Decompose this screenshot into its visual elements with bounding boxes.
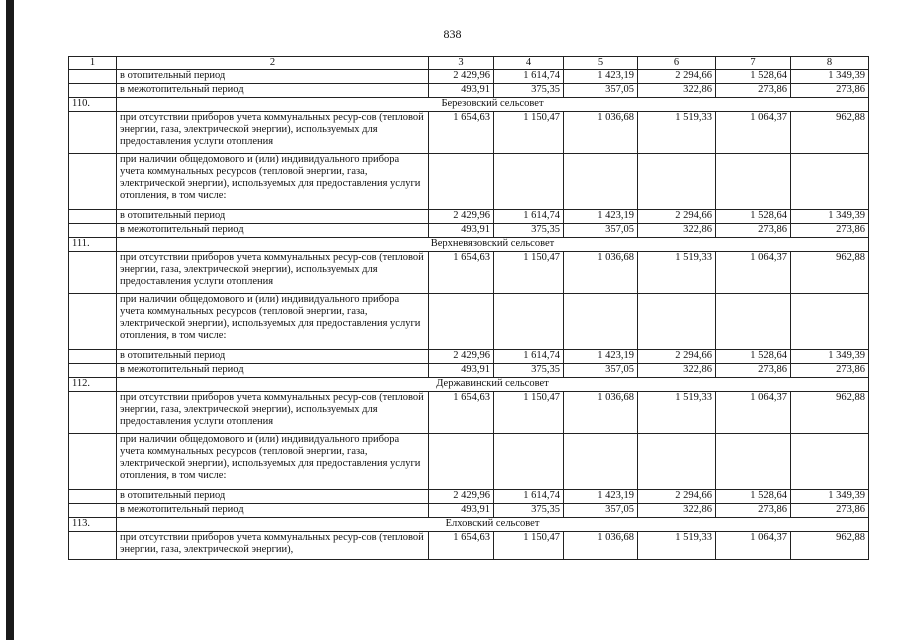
value-cell: 1 614,74: [494, 70, 564, 84]
value-cell: 1 614,74: [494, 210, 564, 224]
row-number-cell: [69, 350, 117, 364]
value-cell: [494, 154, 564, 210]
value-cell: 1 036,68: [564, 112, 638, 154]
header-cell: 8: [791, 57, 869, 70]
value-cell: [429, 434, 494, 490]
header-row: [69, 57, 869, 70]
value-cell: 273,86: [791, 224, 869, 238]
value-cell: 962,88: [791, 532, 869, 560]
value-cell: 273,86: [716, 224, 791, 238]
table-row: [69, 434, 869, 490]
value-cell: 1 614,74: [494, 350, 564, 364]
settlement-header-row: [69, 238, 869, 252]
settlement-header-row: [69, 378, 869, 392]
value-cell: [564, 434, 638, 490]
value-cell: 1 528,64: [716, 490, 791, 504]
value-cell: 1 150,47: [494, 252, 564, 294]
value-cell: 1 150,47: [494, 532, 564, 560]
value-cell: [791, 434, 869, 490]
value-cell: 1 349,39: [791, 490, 869, 504]
value-cell: 1 064,37: [716, 392, 791, 434]
row-description: в межотопительный период: [117, 504, 429, 518]
row-description: при отсутствии приборов учета коммунальных ресур-сов (тепловой энергии, газа, электрической энергии), используемых для предоставления услуги отопления: [117, 112, 429, 154]
table-row: [69, 532, 869, 560]
row-number-cell: [69, 210, 117, 224]
value-cell: 1 036,68: [564, 252, 638, 294]
value-cell: [638, 434, 716, 490]
value-cell: 322,86: [638, 504, 716, 518]
value-cell: 1 036,68: [564, 392, 638, 434]
table-row: [69, 252, 869, 294]
table-row: [69, 154, 869, 210]
value-cell: 962,88: [791, 252, 869, 294]
section-number: 113.: [69, 518, 117, 532]
value-cell: [429, 154, 494, 210]
row-number-cell: [69, 504, 117, 518]
value-cell: 1 614,74: [494, 490, 564, 504]
value-cell: 2 429,96: [429, 490, 494, 504]
table-row: [69, 84, 869, 98]
value-cell: 2 294,66: [638, 210, 716, 224]
row-description: в отопительный период: [117, 490, 429, 504]
value-cell: [564, 294, 638, 350]
header-cell: 5: [564, 57, 638, 70]
value-cell: 1 349,39: [791, 350, 869, 364]
value-cell: 493,91: [429, 364, 494, 378]
value-cell: 1 064,37: [716, 112, 791, 154]
value-cell: 1 150,47: [494, 112, 564, 154]
value-cell: 1 519,33: [638, 532, 716, 560]
row-number-cell: [69, 490, 117, 504]
value-cell: 1 036,68: [564, 532, 638, 560]
value-cell: 273,86: [716, 504, 791, 518]
row-description: при наличии общедомового и (или) индивидуального прибора учета коммунальных ресурсов (тепловой энергии, газа, электрической энергии), используемых для предоставления услуги отопления, в том числе:: [117, 294, 429, 350]
value-cell: 357,05: [564, 224, 638, 238]
row-number-cell: [69, 84, 117, 98]
value-cell: 357,05: [564, 504, 638, 518]
value-cell: [716, 154, 791, 210]
value-cell: 1 423,19: [564, 70, 638, 84]
value-cell: 357,05: [564, 364, 638, 378]
table-row: [69, 490, 869, 504]
row-description: в межотопительный период: [117, 84, 429, 98]
row-number-cell: [69, 224, 117, 238]
value-cell: 273,86: [716, 364, 791, 378]
value-cell: 493,91: [429, 224, 494, 238]
value-cell: [429, 294, 494, 350]
row-number-cell: [69, 294, 117, 350]
value-cell: 1 519,33: [638, 112, 716, 154]
row-number-cell: [69, 392, 117, 434]
section-number: 112.: [69, 378, 117, 392]
table-row: [69, 392, 869, 434]
value-cell: 1 349,39: [791, 210, 869, 224]
settlement-name: Верхневязовский сельсовет: [117, 238, 869, 252]
value-cell: 962,88: [791, 392, 869, 434]
table-body: [69, 57, 869, 560]
row-description: в межотопительный период: [117, 224, 429, 238]
value-cell: 1 528,64: [716, 350, 791, 364]
value-cell: 1 654,63: [429, 252, 494, 294]
row-number-cell: [69, 532, 117, 560]
value-cell: 273,86: [791, 84, 869, 98]
row-number-cell: [69, 252, 117, 294]
value-cell: [638, 294, 716, 350]
settlement-header-row: [69, 518, 869, 532]
table-row: [69, 224, 869, 238]
row-description: при наличии общедомового и (или) индивидуального прибора учета коммунальных ресурсов (тепловой энергии, газа, электрической энергии), используемых для предоставления услуги отопления, в том числе:: [117, 434, 429, 490]
value-cell: 1 519,33: [638, 252, 716, 294]
value-cell: 1 654,63: [429, 112, 494, 154]
table-row: [69, 112, 869, 154]
value-cell: 375,35: [494, 224, 564, 238]
value-cell: 1 654,63: [429, 532, 494, 560]
table-row: [69, 210, 869, 224]
row-description: при отсутствии приборов учета коммунальных ресур-сов (тепловой энергии, газа, электрической энергии),: [117, 532, 429, 560]
value-cell: 322,86: [638, 84, 716, 98]
value-cell: 2 294,66: [638, 490, 716, 504]
tariff-table: [68, 56, 869, 560]
table-row: [69, 70, 869, 84]
value-cell: 273,86: [791, 364, 869, 378]
value-cell: 273,86: [791, 504, 869, 518]
value-cell: 322,86: [638, 224, 716, 238]
row-description: при наличии общедомового и (или) индивидуального прибора учета коммунальных ресурсов (тепловой энергии, газа, электрической энергии), используемых для предоставления услуги отопления, в том числе:: [117, 154, 429, 210]
header-cell: 7: [716, 57, 791, 70]
value-cell: 375,35: [494, 84, 564, 98]
section-number: 110.: [69, 98, 117, 112]
header-cell: 4: [494, 57, 564, 70]
value-cell: [791, 154, 869, 210]
table-row: [69, 294, 869, 350]
row-number-cell: [69, 154, 117, 210]
header-cell: 6: [638, 57, 716, 70]
value-cell: 322,86: [638, 364, 716, 378]
row-description: в отопительный период: [117, 70, 429, 84]
page-number: 838: [443, 27, 462, 41]
row-description: в отопительный период: [117, 350, 429, 364]
value-cell: 2 294,66: [638, 350, 716, 364]
value-cell: 357,05: [564, 84, 638, 98]
value-cell: 1 423,19: [564, 490, 638, 504]
settlement-header-row: [69, 98, 869, 112]
value-cell: 273,86: [716, 84, 791, 98]
value-cell: 2 294,66: [638, 70, 716, 84]
row-description: в межотопительный период: [117, 364, 429, 378]
row-description: при отсутствии приборов учета коммунальных ресур-сов (тепловой энергии, газа, электрической энергии), используемых для предоставления услуги отопления: [117, 252, 429, 294]
value-cell: [564, 154, 638, 210]
value-cell: 493,91: [429, 84, 494, 98]
row-description: в отопительный период: [117, 210, 429, 224]
row-number-cell: [69, 112, 117, 154]
value-cell: 1 064,37: [716, 532, 791, 560]
value-cell: 2 429,96: [429, 350, 494, 364]
value-cell: [716, 294, 791, 350]
value-cell: [716, 434, 791, 490]
value-cell: 1 349,39: [791, 70, 869, 84]
value-cell: 1 423,19: [564, 210, 638, 224]
value-cell: [791, 294, 869, 350]
value-cell: 1 654,63: [429, 392, 494, 434]
row-number-cell: [69, 434, 117, 490]
value-cell: [638, 154, 716, 210]
settlement-name: Державинский сельсовет: [117, 378, 869, 392]
row-number-cell: [69, 70, 117, 84]
value-cell: 1 150,47: [494, 392, 564, 434]
table-row: [69, 504, 869, 518]
value-cell: 2 429,96: [429, 210, 494, 224]
row-number-cell: [69, 364, 117, 378]
scan-edge: [6, 0, 14, 640]
value-cell: [494, 434, 564, 490]
section-number: 111.: [69, 238, 117, 252]
value-cell: 1 528,64: [716, 70, 791, 84]
value-cell: [494, 294, 564, 350]
value-cell: 1 064,37: [716, 252, 791, 294]
settlement-name: Березовский сельсовет: [117, 98, 869, 112]
value-cell: 375,35: [494, 364, 564, 378]
settlement-name: Елховский сельсовет: [117, 518, 869, 532]
header-cell: 3: [429, 57, 494, 70]
row-description: при отсутствии приборов учета коммунальных ресур-сов (тепловой энергии, газа, электрической энергии), используемых для предоставления услуги отопления: [117, 392, 429, 434]
table-row: [69, 364, 869, 378]
value-cell: 1 423,19: [564, 350, 638, 364]
header-cell: 1: [69, 57, 117, 70]
value-cell: 2 429,96: [429, 70, 494, 84]
value-cell: 1 528,64: [716, 210, 791, 224]
value-cell: 375,35: [494, 504, 564, 518]
value-cell: 1 519,33: [638, 392, 716, 434]
value-cell: 962,88: [791, 112, 869, 154]
value-cell: 493,91: [429, 504, 494, 518]
table-row: [69, 350, 869, 364]
header-cell: 2: [117, 57, 429, 70]
